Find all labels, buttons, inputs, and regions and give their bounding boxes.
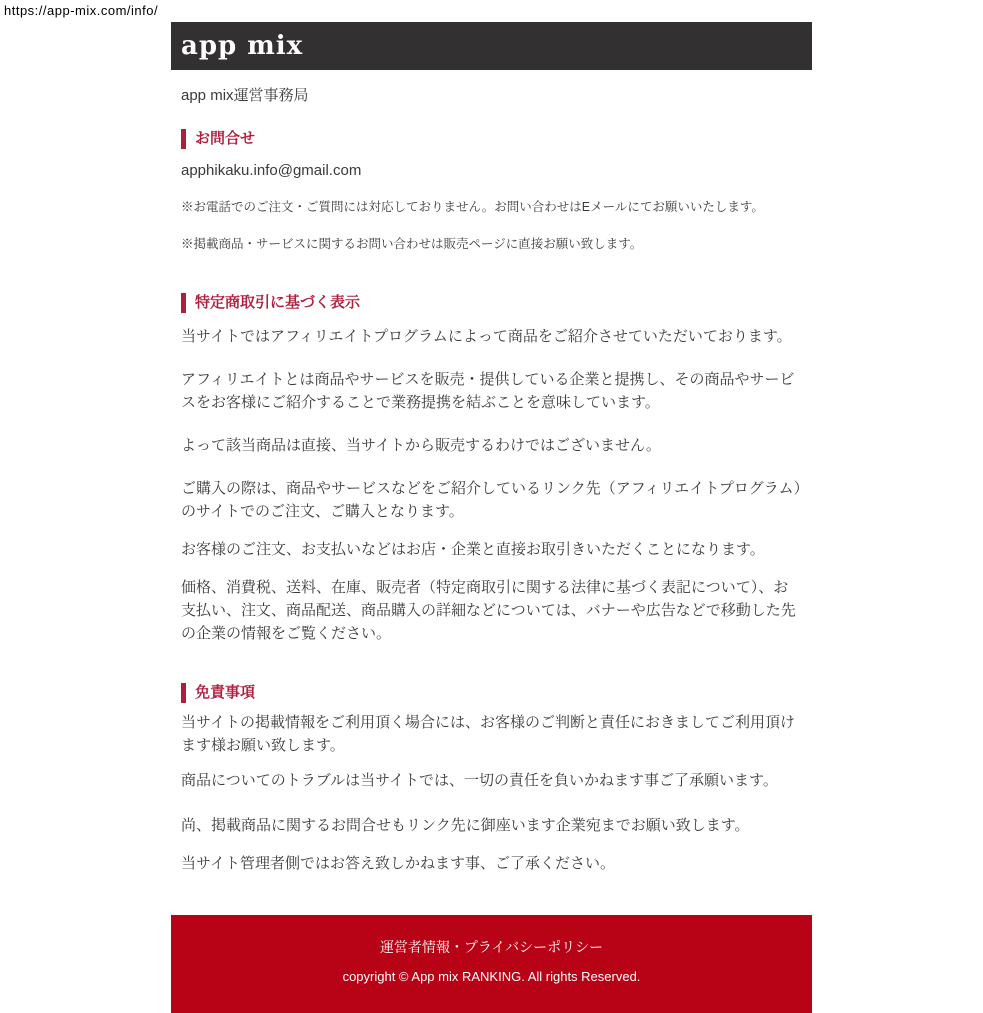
- site-header: [171, 22, 812, 70]
- tokutei-paragraph: よって該当商品は直接、当サイトから販売するわけではございません。: [181, 437, 661, 454]
- disclaimer-heading: 免責事項: [181, 683, 802, 703]
- tokutei-paragraph: アフィリエイトとは商品やサービスを販売・提供している企業と提携し、その商品やサービスをお客様にご紹介することで業務提携を結ぶことを意味しています。: [181, 371, 795, 411]
- disclaimer-paragraph: 当サイトの掲載情報をご利用頂く場合には、お客様のご判断と責任におきましてご利用頂けます様お願い致します。: [181, 714, 795, 754]
- section-tokutei-shotorihiki: [181, 293, 802, 645]
- section-contact: [181, 129, 802, 253]
- tokutei-heading: 特定商取引に基づく表示: [181, 293, 802, 313]
- tokutei-paragraph: 当サイトではアフィリエイトプログラムによって商品をご紹介させていただいております。: [181, 328, 792, 345]
- contact-heading: お問合せ: [181, 129, 802, 149]
- tokutei-paragraph: ご購入の際は、商品やサービスなどをご紹介しているリンク先（アフィリエイトプログラム）のサイトでのご注文、ご購入となります。: [181, 480, 802, 520]
- tokutei-paragraph: お客様のご注文、お支払いなどはお店・企業と直接お取引きいただくことになります。: [181, 541, 765, 558]
- main-content: [171, 70, 812, 875]
- page-url: https://app-mix.com/info/: [4, 3, 159, 18]
- section-disclaimer: [181, 683, 802, 875]
- content-column: [171, 22, 812, 1013]
- disclaimer-paragraph: 商品についてのトラブルは当サイトでは、一切の責任を負いかねます事ご了承願います。: [181, 772, 778, 789]
- contact-note-products: ※掲載商品・サービスに関するお問い合わせは販売ページに直接お願い致します。: [181, 237, 643, 251]
- contact-email: apphikaku.info@gmail.com: [181, 162, 362, 179]
- footer-copyright: copyright © App mix RANKING. All rights Reserved.: [342, 969, 641, 984]
- contact-note-phone: ※お電話でのご注文・ご質問には対応しておりません。お問い合わせはEメールにてお願いいたします。: [181, 200, 764, 214]
- disclaimer-paragraph: 当サイト管理者側ではお答え致しかねます事、ご了承ください。: [181, 855, 615, 872]
- site-footer: [171, 915, 812, 1013]
- tokutei-paragraph: 価格、消費税、送料、在庫、販売者（特定商取引に関する法律に基づく表記について）、お支払い、注文、商品配送、商品購入の詳細などについては、バナーや広告などで移動した先の企業の情報をご覧ください。: [181, 579, 796, 642]
- disclaimer-paragraph: 尚、掲載商品に関するお問合せもリンク先に御座います企業宛までお願い致します。: [181, 817, 750, 834]
- operator-line: app mix運営事務局: [181, 87, 309, 104]
- footer-privacy-policy-link[interactable]: 運営者情報・プライバシーポリシー: [379, 939, 604, 955]
- site-logo[interactable]: app mix: [181, 31, 304, 61]
